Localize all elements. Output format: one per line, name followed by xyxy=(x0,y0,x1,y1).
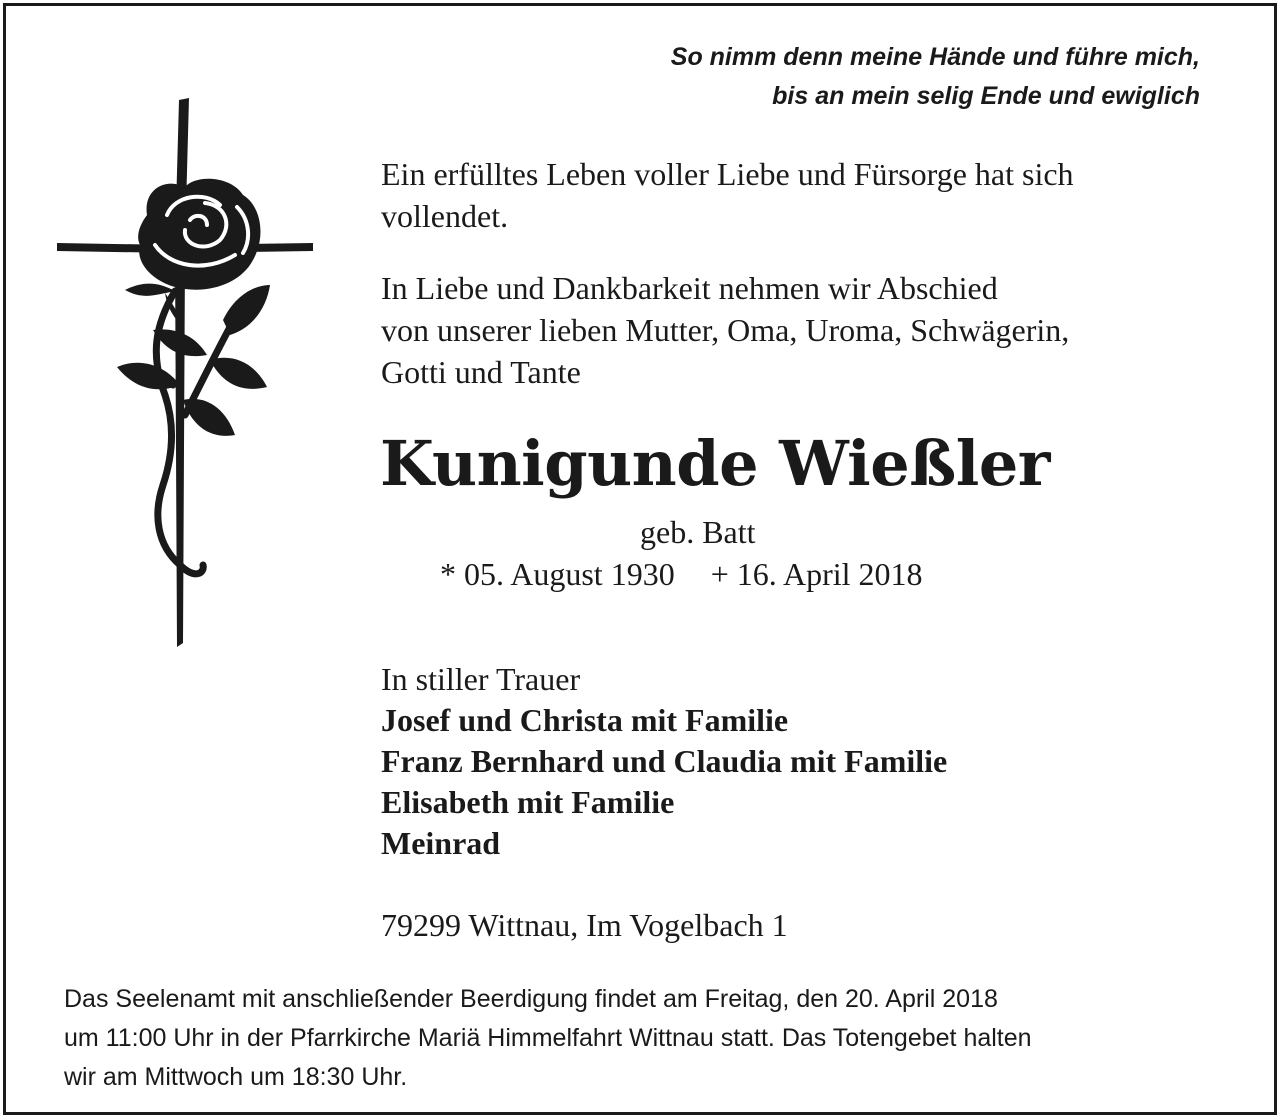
mourning-lead: In stiller Trauer xyxy=(381,661,581,697)
mourner-family: Elisabeth mit Familie xyxy=(381,784,675,820)
intro-line: Gotti und Tante xyxy=(381,354,581,390)
intro-line: In Liebe und Dankbarkeit nehmen wir Abschied xyxy=(381,270,998,306)
family-address: 79299 Wittnau, Im Vogelbach 1 xyxy=(381,907,788,943)
notice-line: Das Seelenamt mit anschließender Beerdigung findet am Freitag, den 20. April 2018 xyxy=(64,985,998,1013)
funeral-notice xyxy=(64,980,1224,1097)
birth-name: geb. Batt xyxy=(640,514,756,550)
life-dates xyxy=(440,555,923,593)
mourner-family: Josef und Christa mit Familie xyxy=(381,702,789,738)
mourner-family: Meinrad xyxy=(381,825,501,861)
death-date: + 16. April 2018 xyxy=(710,556,923,592)
paragraph-spacer xyxy=(381,237,1074,267)
intro-text xyxy=(381,153,1074,393)
bible-verse xyxy=(671,38,1200,116)
mourners-block xyxy=(381,659,947,864)
verse-line: So nimm denn meine Hände und führe mich, xyxy=(670,43,1200,71)
intro-line: vollendet. xyxy=(381,198,509,234)
birth-date: * 05. August 1930 xyxy=(440,556,675,592)
intro-line: von unserer lieben Mutter, Oma, Uroma, Schwägerin, xyxy=(381,312,1070,348)
cross-with-rose-icon xyxy=(55,95,320,655)
deceased-name: Kunigunde Wießler xyxy=(380,427,1050,500)
notice-line: wir am Mittwoch um 18:30 Uhr. xyxy=(64,1063,408,1091)
mourner-family: Franz Bernhard und Claudia mit Familie xyxy=(381,743,948,779)
intro-line: Ein erfülltes Leben voller Liebe und Fürsorge hat sich xyxy=(381,156,1074,192)
notice-line: um 11:00 Uhr in der Pfarrkirche Mariä Himmelfahrt Wittnau statt. Das Totengebet halten xyxy=(64,1024,1032,1052)
verse-line: bis an mein selig Ende und ewiglich xyxy=(772,82,1200,110)
